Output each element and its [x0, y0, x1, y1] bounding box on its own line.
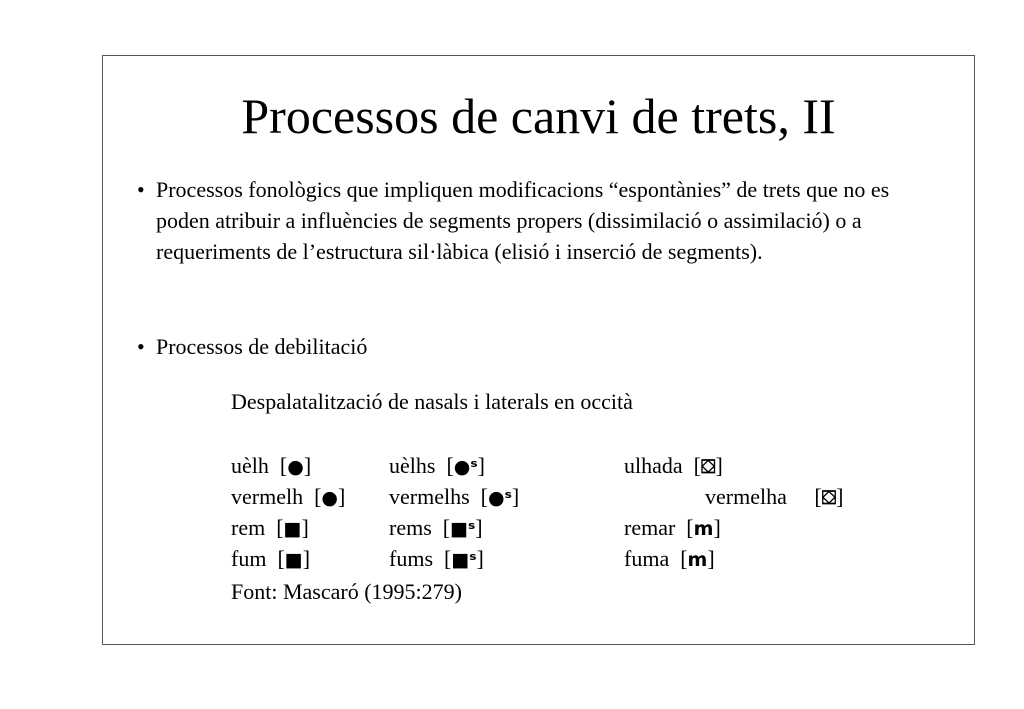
bracket-close: ]	[301, 515, 309, 540]
spacer	[669, 546, 680, 571]
word-form: vermelha	[705, 484, 787, 509]
phonetic-transcription: ■	[284, 549, 303, 571]
bracket-close: ]	[511, 484, 520, 509]
example-cell	[231, 450, 311, 483]
example-cell	[624, 512, 721, 545]
phonetic-transcription: ⛋	[821, 487, 837, 509]
bracket-close: ]	[713, 515, 721, 540]
example-cell	[705, 481, 843, 514]
bracket-open: [	[480, 484, 488, 509]
example-cell	[231, 512, 309, 545]
bullet-dot: •	[137, 334, 145, 359]
phonetic-transcription: ⛋	[700, 456, 716, 478]
spacer	[683, 453, 694, 478]
bracket-open: [	[686, 515, 694, 540]
example-cell	[389, 543, 484, 576]
spacer	[433, 546, 444, 571]
bullet-text-1: Processos fonològics que impliquen modificacions “espontànies” de trets que no es poden atribuir a influències de segments propers (dissimilació o assimilació) o a requeriments de l’estructura sil·làbica (elisió i inserció de segments).	[156, 177, 890, 264]
example-cell	[624, 543, 715, 576]
bracket-close: ]	[477, 453, 485, 478]
bracket-close: ]	[707, 546, 715, 571]
bracket-open: [	[446, 453, 454, 478]
example-cell	[624, 450, 723, 483]
word-form: vermelhs	[389, 484, 470, 509]
phonetic-transcription: ●ˢ	[453, 456, 478, 478]
phonetic-transcription: ■ˢ	[450, 518, 476, 540]
spacer	[432, 515, 443, 540]
bracket-close: ]	[836, 484, 844, 509]
bracket-close: ]	[303, 453, 312, 478]
bullet-dot: •	[137, 177, 145, 202]
bracket-open: [	[444, 546, 452, 571]
spacer	[265, 515, 276, 540]
phonetic-transcription: m	[693, 518, 714, 540]
bracket-close: ]	[476, 546, 484, 571]
example-cell	[389, 512, 483, 545]
bracket-open: [	[680, 546, 688, 571]
slide-title: Processos de canvi de trets, II	[241, 88, 836, 144]
bracket-close: ]	[302, 546, 311, 571]
example-heading: Despalatalització de nasals i laterals en occità	[231, 389, 633, 414]
word-form: remar	[624, 515, 676, 540]
bracket-open: [	[442, 515, 451, 540]
word-form: fums	[389, 546, 433, 571]
phonetic-transcription: ●	[321, 487, 339, 509]
spacer	[269, 453, 280, 478]
word-form: fuma	[624, 546, 670, 571]
bracket-open: [	[693, 453, 701, 478]
phonetic-transcription: ●ˢ	[487, 487, 512, 509]
bracket-open: [	[314, 484, 322, 509]
source-citation: Font: Mascaró (1995:279)	[231, 579, 462, 604]
phonetic-transcription: ■ˢ	[451, 549, 477, 571]
word-form: vermelh	[231, 484, 304, 509]
example-cell	[389, 450, 485, 483]
spacer	[470, 484, 481, 509]
example-cell	[231, 481, 345, 514]
spacer	[266, 546, 277, 571]
phonetic-transcription: ■	[283, 518, 302, 540]
word-form: rems	[389, 515, 432, 540]
bracket-open: [	[814, 484, 822, 509]
bracket-open: [	[276, 515, 284, 540]
spacer	[675, 515, 686, 540]
spacer	[303, 484, 314, 509]
spacer	[787, 484, 815, 509]
example-cell	[389, 481, 519, 514]
word-form: rem	[231, 515, 266, 540]
slide-frame	[102, 55, 975, 645]
bullet-text-2: Processos de debilitació	[156, 334, 368, 359]
phonetic-transcription: ●	[287, 456, 304, 478]
bracket-close: ]	[475, 515, 483, 540]
bracket-open: [	[279, 453, 288, 478]
bracket-open: [	[277, 546, 285, 571]
spacer	[435, 453, 446, 478]
word-form: ulhada	[624, 453, 683, 478]
example-cell	[231, 543, 310, 576]
word-form: uèlh	[231, 453, 269, 478]
phonetic-transcription: m	[687, 549, 708, 571]
bracket-close: ]	[715, 453, 723, 478]
word-form: uèlhs	[389, 453, 436, 478]
word-form: fum	[231, 546, 267, 571]
bracket-close: ]	[338, 484, 346, 509]
